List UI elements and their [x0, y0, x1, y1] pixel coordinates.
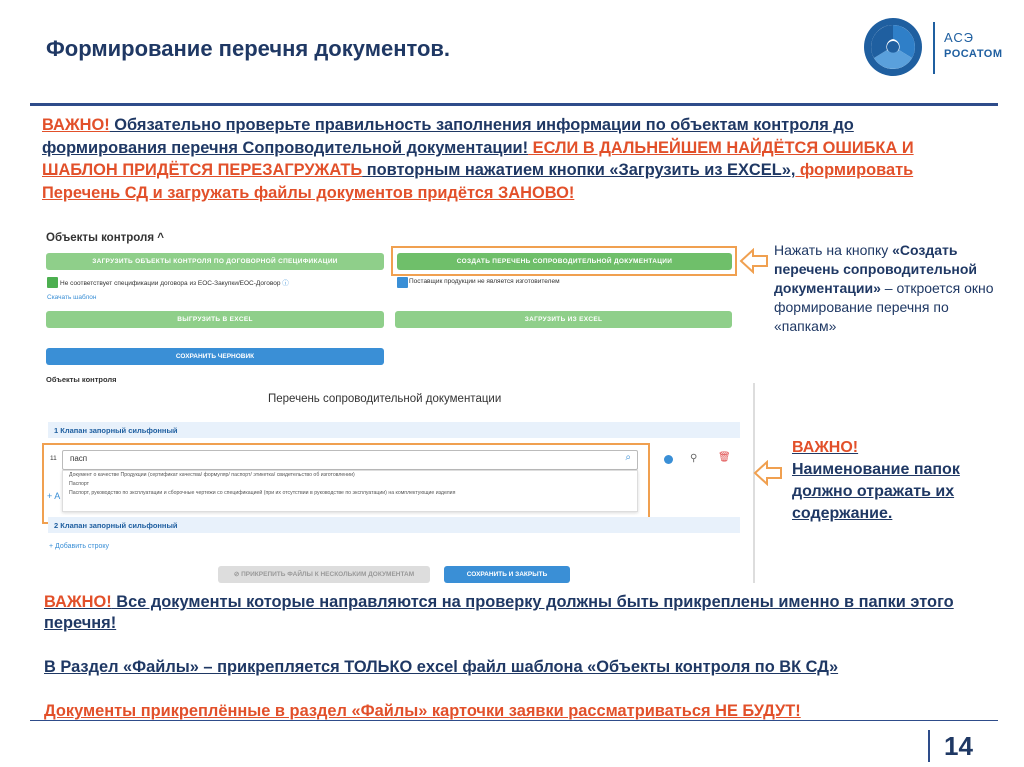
save-close-button[interactable]: СОХРАНИТЬ И ЗАКРЫТЬ — [444, 566, 570, 583]
warning-text-3: повторным нажатием кнопки «Загрузить из EXCEL», — [362, 161, 796, 180]
import-excel-button[interactable]: ЗАГРУЗИТЬ ИЗ EXCEL — [395, 311, 732, 328]
logo-divider — [933, 22, 935, 74]
top-warning — [42, 114, 982, 204]
bottom-note-2: В Раздел «Файлы» – прикрепляется ТОЛЬКО excel файл шаблона «Объекты контроля по ВК СД» — [44, 658, 839, 676]
search-icon[interactable]: ⌕ — [625, 452, 631, 463]
paperclip-icon: ⊘ — [233, 571, 242, 578]
bottom-line-1: Все документы которые направляются на проверку должны быть прикреплены именно в папки этого перечня! — [44, 593, 954, 632]
callout-folder-text: Наименование папок должно отражать их содержание. — [792, 461, 960, 522]
suggestion-item[interactable]: Паспорт — [69, 481, 90, 487]
section-objects-title: Объекты контроля ^ — [46, 232, 164, 244]
add-row-link[interactable]: + Добавить строку — [49, 543, 110, 550]
attach-files-button[interactable]: ⊘ ПРИКРЕПИТЬ ФАЙЛЫ К НЕСКОЛЬКИМ ДОКУМЕНТАМ — [218, 566, 430, 583]
footer-rule — [30, 720, 998, 721]
link-icon[interactable]: ⚲ — [690, 453, 698, 464]
download-template-link[interactable]: Скачать шаблон — [47, 294, 97, 301]
checkbox-supplier-not-maker[interactable] — [397, 277, 408, 288]
highlight-search-box — [42, 443, 650, 524]
add-icon[interactable]: + A — [47, 491, 61, 501]
warning-important: ВАЖНО! — [42, 116, 110, 134]
page-number-divider — [928, 730, 930, 762]
callout-important: ВАЖНО! — [792, 439, 859, 456]
bottom-important: ВАЖНО! — [44, 593, 112, 611]
export-excel-button[interactable]: ВЫГРУЗИТЬ В EXCEL — [46, 311, 384, 328]
logo-text-rosatom: РОСАТОМ — [944, 48, 1003, 60]
load-spec-button[interactable]: ЗАГРУЗИТЬ ОБЪЕКТЫ КОНТРОЛЯ ПО ДОГОВОРНОЙ СПЕЦИФИКАЦИИ — [46, 253, 384, 270]
callout-folder-names — [792, 437, 1002, 525]
section-objects-title-2: Объекты контроля — [46, 375, 117, 384]
search-value: пасп — [70, 454, 88, 463]
row-2-label: 2 Клапан запорный сильфонный — [54, 521, 178, 530]
checkbox-spec-mismatch-label: Не соответствует спецификации договора из ЕОС-Закупки/ЕОС-Договор ⓘ — [60, 280, 289, 287]
help-icon[interactable]: ⓘ — [282, 280, 289, 287]
save-draft-button[interactable]: СОХРАНИТЬ ЧЕРНОВИК — [46, 348, 384, 365]
create-doc-list-button[interactable]: СОЗДАТЬ ПЕРЕЧЕНЬ СОПРОВОДИТЕЛЬНОЙ ДОКУМЕНТАЦИИ — [397, 253, 732, 270]
delete-icon[interactable]: 🗑 — [718, 452, 731, 463]
dialog-title: Перечень сопроводительной документации — [268, 393, 502, 405]
row-1-label: 1 Клапан запорный сильфонный — [54, 426, 178, 435]
warning-text-4: формировать Перечень СД и загружать файлы документов придётся ЗАНОВО! — [42, 161, 914, 202]
suggestion-item[interactable]: Паспорт, руководство по эксплуатации и сборочные чертежи со спецификацией (при их отсутствии в руководстве по эксплуатации) на комплектующие изделия — [69, 490, 456, 496]
warning-text-1: Обязательно проверьте правильность заполнения информации по объектам контроля до формирования перечня Сопроводительной документации! — [42, 116, 854, 157]
chevron-up-icon[interactable]: ^ — [157, 232, 164, 244]
header-rule — [30, 103, 998, 106]
callout-create-list: Нажать на кнопку «Создать перечень сопроводительной документации» – откроется окно формирование перечня по «папкам» — [774, 242, 994, 334]
highlight-create-list — [391, 246, 737, 276]
arrow-left-icon — [739, 248, 769, 274]
warning-text-2: ЕСЛИ В ДАЛЬНЕЙШЕМ НАЙДЁТСЯ ОШИБКА И ШАБЛОН ПРИДЁТСЯ ПЕРЕЗАГРУЖАТЬ — [42, 138, 914, 180]
checkbox-spec-mismatch[interactable] — [47, 277, 58, 288]
suggestion-item[interactable]: Документ о качестве Продукции (сертификат качества/ формуляр/ паспорт/ этикетка/ свидетельство об изготовлении) — [69, 472, 355, 478]
rosatom-logo-icon — [862, 16, 924, 78]
bottom-note-1 — [44, 592, 984, 634]
page-number: 14 — [944, 731, 973, 761]
bottom-note-3: Документы прикреплённые в раздел «Файлы» карточки заявки рассматриваться НЕ БУДУТ! — [44, 702, 801, 720]
copy-icon[interactable] — [664, 455, 673, 464]
checkbox-supplier-not-maker-label: Поставщик продукции не является изготовителем — [409, 278, 560, 285]
row-11-number: 11 — [50, 455, 57, 462]
arrow-left-icon — [753, 460, 783, 486]
slide-title: Формирование перечня документов. — [46, 36, 451, 61]
logo-text-ase: АСЭ — [944, 30, 974, 45]
